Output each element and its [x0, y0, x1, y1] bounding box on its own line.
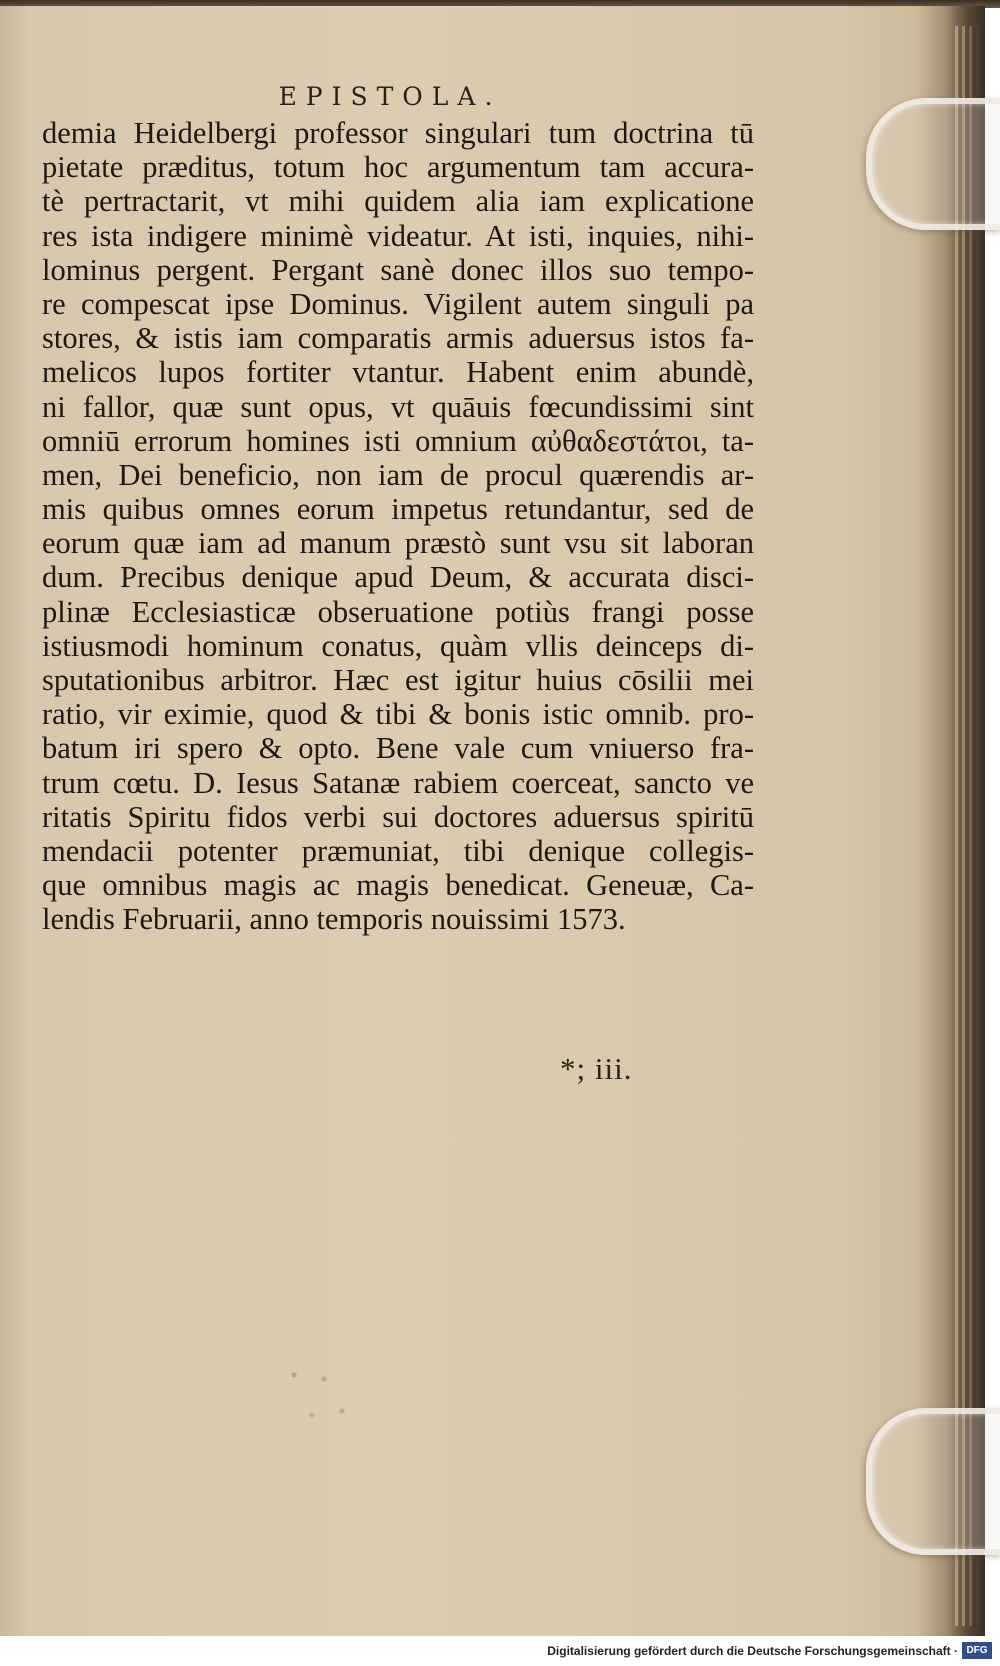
text-line: plinæ Ecclesiasticæ obseruatione potiùs frangi posse	[42, 594, 754, 629]
text-line: demia Heidelbergi professor singulari tum doctrina tū	[42, 116, 754, 150]
paper-stains	[270, 1351, 390, 1431]
text-line: mendacii potenter præmuniat, tibi denique collegis-	[42, 833, 754, 868]
text-line: res ista indigere minimè videatur. At isti, inquies, nihi-	[42, 218, 754, 253]
text-line: ritatis Spiritu fidos verbi sui doctores aduersus spiritū	[42, 799, 754, 834]
text-line: omniū errorum homines isti omnium αὐθαδεστάτοι, ta-	[42, 423, 754, 458]
book-page	[0, 6, 985, 1636]
page-edge	[976, 26, 979, 1626]
text-line: istiusmodi hominum conatus, quàm vllis deinceps di-	[42, 628, 754, 663]
text-line: men, Dei beneficio, non iam de procul quærendis ar-	[42, 457, 754, 492]
text-line: stores, & istis iam comparatis armis aduersus istos fa-	[42, 321, 754, 356]
text-line: dum. Precibus denique apud Deum, & accurata disci-	[42, 560, 754, 595]
funding-credit: Digitalisierung gefördert durch die Deutsche Forschungsgemeinschaft ·	[547, 1644, 958, 1658]
running-header: EPISTOLA.	[278, 82, 502, 111]
signature-mark: *; iii.	[560, 1051, 633, 1086]
page-edge	[962, 26, 965, 1626]
text-line: re compescat ipse Dominus. Vigilent autem singuli pa	[42, 286, 754, 321]
text-line: eorum quæ iam ad manum præstò sunt vsu sit laboran	[42, 526, 754, 561]
text-line: melicos lupos fortiter vtantur. Habent enim abundè,	[42, 355, 754, 390]
text-line: pietate præditus, totum hoc argumentum tam accura-	[42, 150, 754, 185]
page-clip-top	[866, 98, 1000, 230]
text-line: ni fallor, quæ sunt opus, vt quāuis fœcundissimi sint	[42, 389, 754, 424]
text-line: ratio, vir eximie, quod & tibi & bonis istic omnib. pro-	[42, 697, 754, 732]
text-line: que omnibus magis ac magis benedicat. Geneuæ, Ca-	[42, 868, 754, 903]
page-edge	[955, 26, 958, 1626]
text-line: tè pertractarit, vt mihi quidem alia iam explicatione	[42, 184, 754, 219]
text-line: trum cœtu. D. Iesus Satanæ rabiem coerceat, sancto ve	[42, 765, 754, 800]
page-edge	[969, 26, 972, 1626]
text-line: sputationibus arbitror. Hæc est igitur huius cōsilii mei	[42, 663, 754, 697]
page-clip-bottom	[866, 1408, 1000, 1555]
letter-body-text	[42, 116, 754, 937]
text-line: batum iri spero & opto. Bene vale cum vniuerso fra-	[42, 731, 754, 766]
text-line: lominus pergent. Pergant sanè donec illos suo tempo-	[42, 252, 754, 287]
text-line: mis quibus omnes eorum impetus retundantur, sed de	[42, 492, 754, 527]
text-line: lendis Februarii, anno temporis nouissimi 1573.	[42, 902, 626, 937]
dfg-logo-icon: DFG	[962, 1642, 992, 1659]
